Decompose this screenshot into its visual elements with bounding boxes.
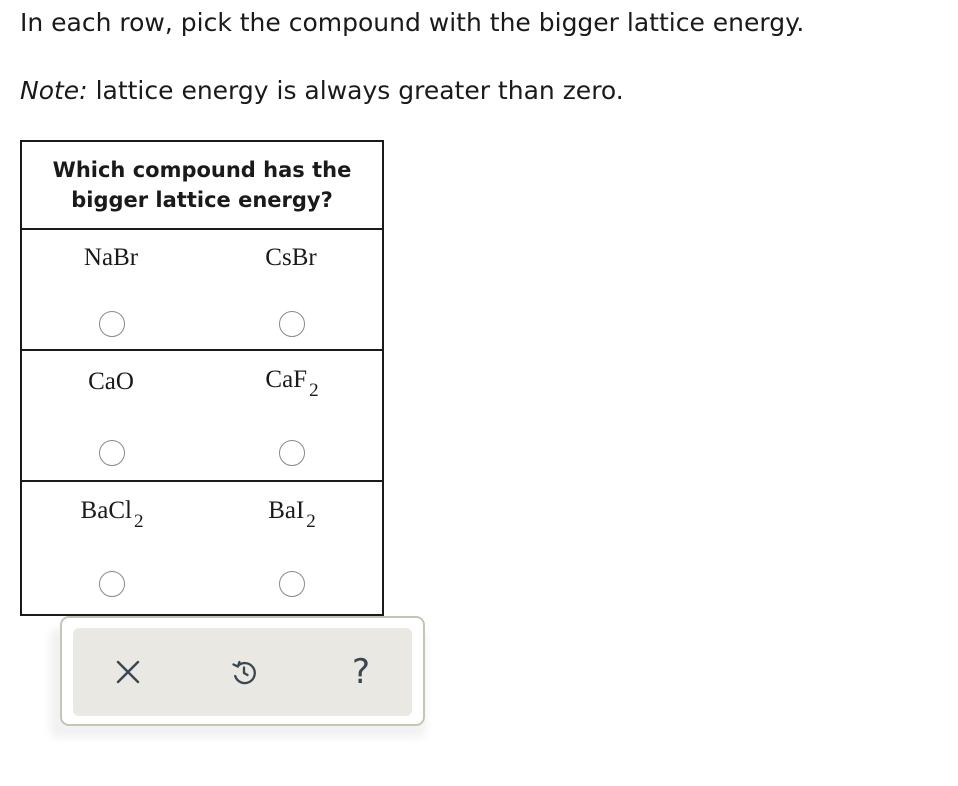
question-row-1 xyxy=(22,230,382,351)
note-body: lattice energy is always greater than zero. xyxy=(95,76,624,105)
compound-option-right xyxy=(268,496,316,532)
compound-formula: CsBr xyxy=(265,244,317,271)
undo-icon xyxy=(229,657,259,687)
question-row-3 xyxy=(22,482,382,614)
compound-option-right xyxy=(265,365,319,401)
compound-subscript: 2 xyxy=(306,511,316,532)
compound-option-left xyxy=(84,243,140,275)
instruction-text: In each row, pick the compound with the bigger lattice energy. xyxy=(20,8,805,37)
undo-button[interactable] xyxy=(224,652,264,692)
compound-option-left xyxy=(88,367,136,399)
toolbar-inner xyxy=(73,628,412,716)
help-button[interactable] xyxy=(341,652,381,692)
radio-cao[interactable] xyxy=(99,440,125,466)
radio-bacl2[interactable] xyxy=(99,571,125,597)
question-table xyxy=(20,140,384,616)
answer-toolbar xyxy=(60,616,425,726)
close-icon xyxy=(115,659,141,685)
compound-option-right xyxy=(265,243,318,275)
note-label: Note: xyxy=(20,76,88,105)
compound-formula: BaI xyxy=(268,497,305,524)
compound-formula: BaCl xyxy=(80,497,132,524)
clear-button[interactable] xyxy=(108,652,148,692)
compound-subscript: 2 xyxy=(309,380,319,401)
radio-caf2[interactable] xyxy=(279,440,305,466)
help-icon: ? xyxy=(351,652,371,692)
radio-bai2[interactable] xyxy=(279,571,305,597)
radio-csbr[interactable] xyxy=(279,311,305,337)
radio-nabr[interactable] xyxy=(99,311,125,337)
compound-option-left xyxy=(80,496,144,532)
compound-formula: CaF xyxy=(265,366,308,393)
note-text xyxy=(20,74,624,108)
question-row-2 xyxy=(22,351,382,482)
table-header-line-2: bigger lattice energy? xyxy=(71,188,333,212)
compound-formula: NaBr xyxy=(83,244,139,271)
compound-subscript: 2 xyxy=(133,511,144,532)
compound-formula: CaO xyxy=(88,368,134,395)
table-header-line-1: Which compound has the xyxy=(52,158,352,182)
table-header xyxy=(22,142,382,230)
